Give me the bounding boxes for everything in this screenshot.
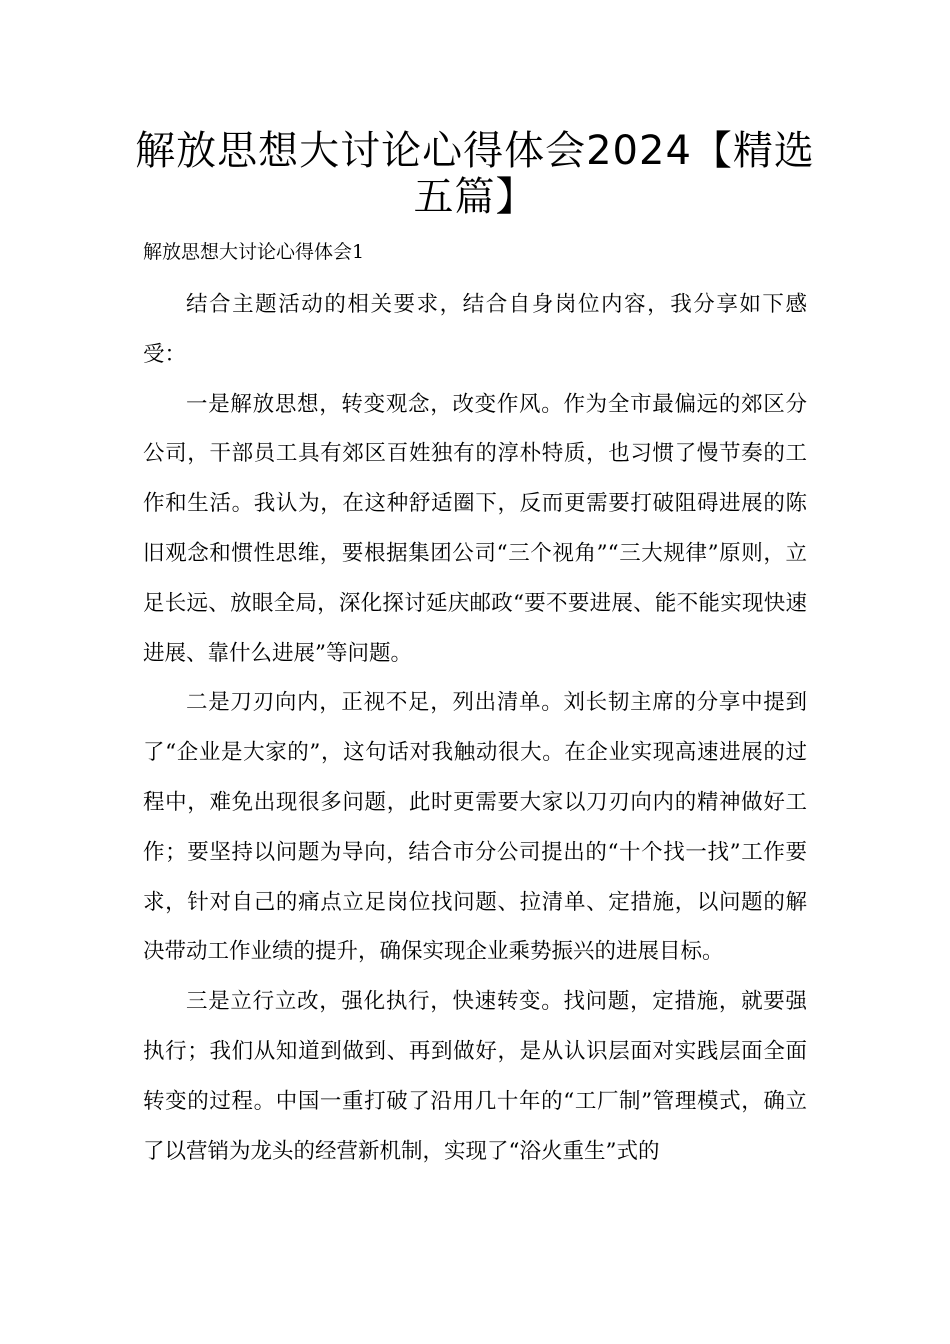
paragraph-3: 二是刀刃向内，正视不足，列出清单。刘长韧主席的分享中提到了“企业是大家的”，这句话对我触动很大。在企业实现高速进展的过程中，难免出现很多问题，此时更需要大家以刀刃向内的精神做好工作；要坚持以问题为导向，结合市分公司提出的“十个找一找”工作要求，针对自己的痛点立足岗位找问题、拉清单、定措施，以问题的解决带动工作业绩的提升，确保实现企业乘势振兴的进展目标。 <box>143 690 807 965</box>
section-heading: 解放思想大讨论心得体会1 <box>143 241 365 263</box>
document-body <box>143 280 807 1176</box>
document-title: 解放思想大讨论心得体会2024【精选五篇】 <box>135 128 815 220</box>
paragraph-2: 一是解放思想，转变观念，改变作风。作为全市最偏远的郊区分公司，干部员工具有郊区百姓独有的淳朴特质，也习惯了慢节奏的工作和生活。我认为，在这种舒适圈下，反而更需要打破阻碍进展的陈旧观念和惯性思维，要根据集团公司“三个视角”“三大规律”原则，立足长远、放眼全局，深化探讨延庆邮政“要不要进展、能不能实现快速进展、靠什么进展”等问题。 <box>143 391 807 666</box>
paragraph-1: 结合主题活动的相关要求，结合自身岗位内容，我分享如下感受： <box>143 292 807 367</box>
paragraph-4: 三是立行立改，强化执行，快速转变。找问题，定措施，就要强执行；我们从知道到做到、再到做好，是从认识层面对实践层面全面转变的过程。中国一重打破了沿用几十年的“工厂制”管理模式，确立了以营销为龙头的经营新机制，实现了“浴火重生”式的 <box>143 989 807 1164</box>
